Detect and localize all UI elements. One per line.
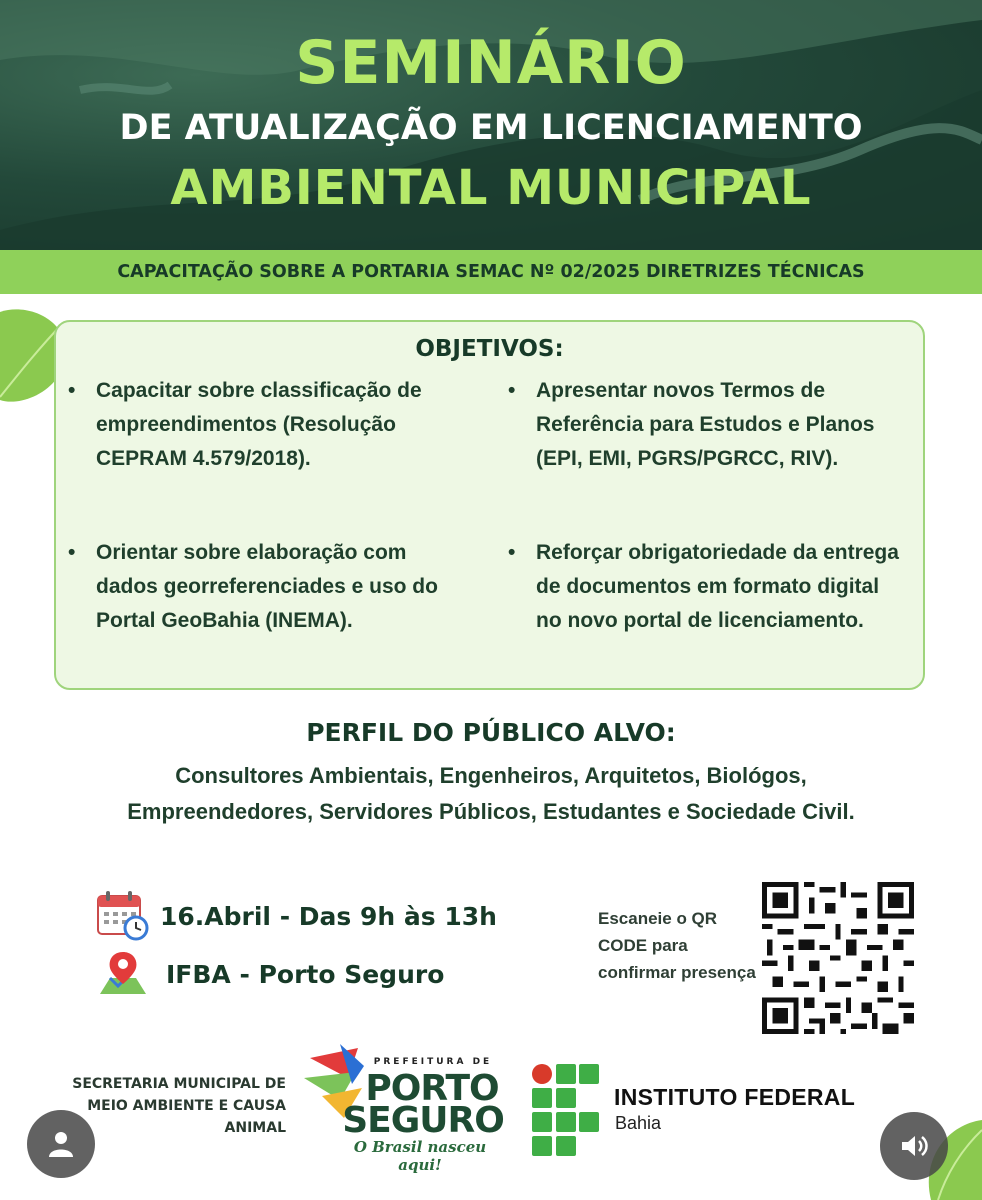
bullet: • xyxy=(508,379,516,402)
profile-button[interactable] xyxy=(27,1110,95,1178)
calendar-clock-icon xyxy=(96,890,150,942)
objective-item xyxy=(508,374,908,476)
prefeitura-seguro: SEGURO xyxy=(342,1100,504,1141)
subtitle-text: CAPACITAÇÃO SOBRE A PORTARIA SEMAC Nº 02/2025 DIRETRIZES TÉCNICAS xyxy=(117,262,865,282)
event-location-row xyxy=(96,948,444,1000)
audience-text: Consultores Ambientais, Engenheiros, Arquitetos, Biológos, Empreendedores, Servidores Públicos, Estudantes e Sociedade Civil. xyxy=(127,763,855,824)
title-atualizacao: DE ATUALIZAÇÃO EM LICENCIAMENTO xyxy=(119,108,863,148)
title-seminario: SEMINÁRIO xyxy=(295,28,687,98)
bullet: • xyxy=(508,541,516,564)
event-date-row xyxy=(96,890,497,942)
objective-item xyxy=(508,536,908,638)
prefeitura-slogan: O Brasil nasceu aqui! xyxy=(353,1138,487,1174)
institute-state: Bahia xyxy=(615,1113,662,1133)
title-ambiental: AMBIENTAL MUNICIPAL xyxy=(170,160,812,216)
sound-toggle-button[interactable] xyxy=(880,1112,948,1180)
objective-text: Orientar sobre elaboração com dados georreferenciades e uso do Portal GeoBahia (INEMA). xyxy=(96,541,438,632)
secretaria-text: SECRETARIA MUNICIPAL DE MEIO AMBIENTE E CAUSA ANIMAL xyxy=(72,1076,286,1136)
prefeitura-label: PREFEITURA DE xyxy=(373,1057,493,1067)
institute-name: INSTITUTO FEDERAL xyxy=(614,1084,856,1110)
bullet: • xyxy=(68,379,76,402)
audience-title: PERFIL DO PÚBLICO ALVO: xyxy=(306,718,676,747)
prefeitura-porto: PORTO xyxy=(365,1068,499,1109)
objective-text: Capacitar sobre classificação de empreendimentos (Resolução CEPRAM 4.579/2018). xyxy=(96,379,422,470)
qr-instruction: Escaneie o QR CODE para confirmar presença xyxy=(598,909,756,982)
objectives-title: OBJETIVOS: xyxy=(415,336,564,362)
instituto-federal-logo-icon xyxy=(531,1063,601,1158)
event-date-text: 16.Abril - Das 9h às 13h xyxy=(160,901,497,931)
objective-text: Reforçar obrigatoriedade da entrega de documentos em formato digital no novo portal de licenciamento. xyxy=(536,541,899,632)
event-location-text: IFBA - Porto Seguro xyxy=(166,959,445,989)
bullet: • xyxy=(68,541,76,564)
objective-text: Apresentar novos Termos de Referência para Estudos e Planos (EPI, EMI, PGRS/PGRCC, RIV). xyxy=(536,379,875,470)
user-icon xyxy=(46,1129,76,1159)
objectives-box xyxy=(54,320,925,690)
qr-code[interactable] xyxy=(762,882,914,1034)
speaker-icon xyxy=(899,1132,929,1160)
header-banner xyxy=(0,0,982,250)
subtitle-bar xyxy=(0,250,982,294)
objective-item xyxy=(68,374,458,476)
objective-item xyxy=(68,536,458,638)
map-pin-icon xyxy=(96,948,150,1000)
